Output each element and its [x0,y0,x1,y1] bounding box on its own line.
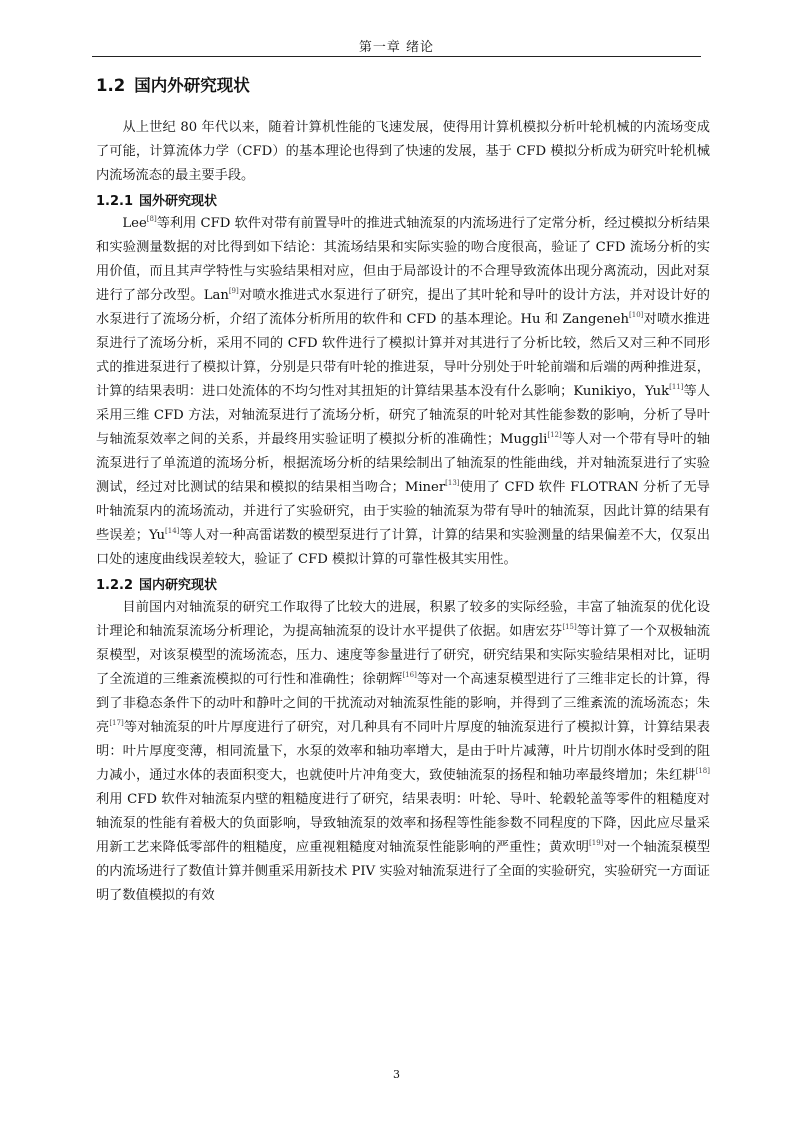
foreign-research-paragraph [96,212,710,572]
domestic-research-paragraph [96,596,710,908]
page-number: 3 [393,1068,400,1081]
citation-marker: [18] [695,767,710,775]
paragraph-text: 等利用 CFD 软件对带有前置导叶的推进式轴流泵的内流场进行了定常分析，经过模拟分析结果和实验测量数据的对比得到如下结论：其流场结果和实际实验的吻合度很高，验证了 CFD 流场分析的实用价值，而且其声学特性与实验结果相对应，但由于局部设计的不合理导致流体出现分离流动，因此对泵进行了部分改型。Lan [96,216,710,303]
subsection-heading-foreign [96,190,710,209]
paragraph-text: 等人对一个带有导叶的轴流泵进行了单流道的流场分析，根据流场分析的结果绘制出了轴流泵的性能曲线，并对轴流泵进行了实验测试，经过对比测试的结果和模拟的结果相当吻合；Miner [96,432,710,495]
paragraph-text: 对喷水推进式水泵进行了研究，提出了其叶轮和导叶的设计方法，并对设计好的水泵进行了流场分析，介绍了流体分析所用的软件和 CFD 的基本理论。Hu 和 Zangeneh [96,288,710,327]
intro-paragraph: 从上世纪 80 年代以来，随着计算机性能的飞速发展，使得用计算机模拟分析叶轮机械的内流场变成了可能，计算流体力学（CFD）的基本理论也得到了快速的发展，基于 CFD 模拟分析成为研究叶轮机械内流场流态的最主要手段。 [96,120,710,183]
citation-marker: [8] [146,215,157,223]
citation-marker: [16] [402,671,417,679]
paragraph-text: 对喷水推进泵进行了流场分析，采用不同的 CFD 软件进行了模拟计算并对其进行了分析比较，然后又对三种不同形式的推进泵进行了模拟计算，分别是只带有叶轮的推进泵，导叶分别处于叶轮前端和后端的两种推进泵，计算的结果表明：进口处流体的不均匀性对其扭矩的计算结果基本没有什么影响；Kunikiyo，Yuk [96,312,710,399]
citation-marker: [13] [445,479,460,487]
paragraph-text: 等计算了一个双极轴流泵模型，对该泵模型的流场流态，压力、速度等参量进行了研究，研究结果和实际实验结果相对比，证明了全流道的三维紊流模拟的可行性和准确性；徐朝辉 [96,624,710,687]
citation-marker: [19] [589,839,604,847]
header-rule [92,56,701,57]
paragraph-text: 使用了 CFD 软件 FLOTRAN 分析了无导叶轴流泵内的流场流动，并进行了实验研究，由于实验的轴流泵为带有导叶的轴流泵，因此计算的结果有些误差；Yu [96,480,710,543]
paragraph-text: 等人对一种高雷诺数的模型泵进行了计算，计算的结果和实验测量的结果偏差不大，仅泵出口处的速度曲线误差较大，验证了 CFD 模拟计算的可靠性极其实用性。 [96,528,710,567]
paragraph-text: 等对轴流泵的叶片厚度进行了研究，对几种具有不同叶片厚度的轴流泵进行了模拟计算，计算结果表明：叶片厚度变薄，相同流量下，水泵的效率和轴功率增大，是由于叶片减薄，叶片切削水体时受到的阻力减小，通过水体的表面积变大，也就使叶片冲角变大，致使轴流泵的扬程和轴功率最终增加；朱红耕 [96,720,710,783]
subsection-title: 国外研究现状 [139,194,218,209]
page-body [96,72,710,910]
citation-marker: [11] [669,383,684,391]
citation-marker: [17] [109,719,124,727]
section-title: 国内外研究现状 [134,76,250,95]
paragraph-text: Lee [122,216,147,231]
paragraph-text: 目前国内对轴流泵的研究工作取得了比较大的进展，积累了较多的实际经验，丰富了轴流泵的优化设计理论和轴流泵流场分析理论，为提高轴流泵的设计水平提供了依据。如唐宏芬 [96,600,710,639]
citation-marker: [12] [547,431,562,439]
citation-marker: [9] [228,287,239,295]
subsection-number: 1.2.2 [96,578,134,593]
citation-marker: [15] [562,623,577,631]
section-number: 1.2 [96,76,126,95]
citation-marker: [10] [629,311,644,319]
paragraph-text: 利用 CFD 软件对轴流泵内壁的粗糙度进行了研究，结果表明：叶轮、导叶、轮毂轮盖等零件的粗糙度对轴流泵的性能有着极大的负面影响，导致轴流泵的效率和扬程等性能参数不同程度的下降，因此应尽量采用新工艺来降低零部件的粗糙度，应重视粗糙度对轴流泵性能影响的严重性；黄欢明 [96,792,710,855]
paragraph-text: 等人采用三维 CFD 方法，对轴流泵进行了流场分析，研究了轴流泵的叶轮对其性能参数的影响，分析了导叶与轴流泵效率之间的关系，并最终用实验证明了模拟分析的准确性；Muggli [96,384,711,447]
subsection-title: 国内研究现状 [139,578,218,593]
paragraph-text: 对一个轴流泵模型的内流场进行了数值计算并侧重采用新技术 PIV 实验对轴流泵进行了全面的实验研究，实验研究一方面证明了数值模拟的有效 [96,840,711,903]
section-heading [96,72,710,96]
subsection-heading-domestic [96,574,710,593]
citation-marker: [14] [165,527,180,535]
running-header: 第一章 绪论 [358,40,435,55]
subsection-number: 1.2.1 [96,194,134,209]
paragraph-text: 等对一个高速泵模型进行了三维非定长的计算，得到了非稳态条件下的动叶和静叶之间的干扰流动对轴流泵性能的影响，并得到了三维紊流的流场流态；朱亮 [96,672,711,735]
